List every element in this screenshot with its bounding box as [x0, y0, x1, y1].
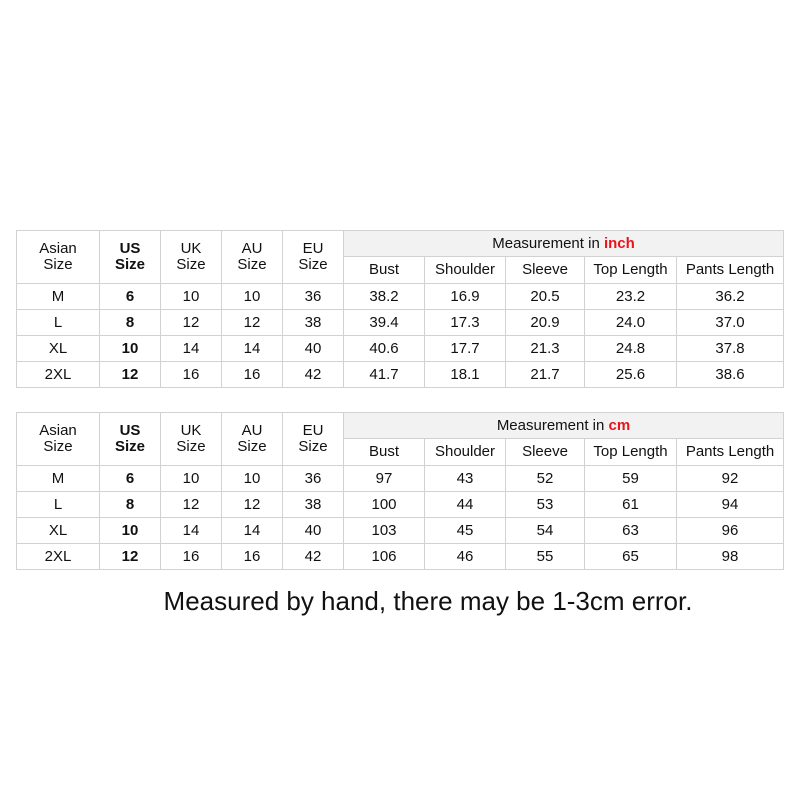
asian-size: XL: [17, 518, 100, 544]
uk-size: 14: [161, 336, 222, 362]
eu-size-header: EU Size: [283, 413, 344, 466]
uk-size: 12: [161, 492, 222, 518]
uk-size: 14: [161, 518, 222, 544]
uk-size-header: UK Size: [161, 413, 222, 466]
uk-size: 10: [161, 466, 222, 492]
bust-value: 39.4: [344, 310, 425, 336]
shoulder-value: 44: [425, 492, 506, 518]
us-size-header: US Size: [100, 231, 161, 284]
au-size: 16: [222, 544, 283, 570]
pants-length-value: 98: [677, 544, 784, 570]
table-row: [17, 336, 784, 362]
asian-size: M: [17, 284, 100, 310]
bust-header: Bust: [344, 439, 425, 466]
eu-size: 36: [283, 284, 344, 310]
sleeve-value: 20.5: [506, 284, 585, 310]
au-size-header: AU Size: [222, 231, 283, 284]
asian-size: L: [17, 492, 100, 518]
size-table-cm: [16, 412, 784, 570]
asian-size-header: Asian Size: [17, 413, 100, 466]
eu-size: 42: [283, 544, 344, 570]
shoulder-value: 16.9: [425, 284, 506, 310]
shoulder-value: 45: [425, 518, 506, 544]
bust-value: 40.6: [344, 336, 425, 362]
sleeve-value: 20.9: [506, 310, 585, 336]
asian-size-header: Asian Size: [17, 231, 100, 284]
asian-size: 2XL: [17, 362, 100, 388]
pants-length-value: 37.8: [677, 336, 784, 362]
top-length-value: 61: [585, 492, 677, 518]
shoulder-value: 17.3: [425, 310, 506, 336]
top-length-value: 23.2: [585, 284, 677, 310]
uk-size: 16: [161, 362, 222, 388]
eu-size: 40: [283, 336, 344, 362]
top-length-value: 24.0: [585, 310, 677, 336]
eu-size: 36: [283, 466, 344, 492]
sleeve-value: 54: [506, 518, 585, 544]
table-row: [17, 310, 784, 336]
au-size: 14: [222, 336, 283, 362]
top-length-value: 24.8: [585, 336, 677, 362]
top-length-header: Top Length: [585, 439, 677, 466]
eu-size: 38: [283, 310, 344, 336]
measurement-header: Measurement in cm: [344, 413, 784, 439]
au-size: 12: [222, 492, 283, 518]
asian-size: XL: [17, 336, 100, 362]
asian-size: 2XL: [17, 544, 100, 570]
uk-size-header: UK Size: [161, 231, 222, 284]
shoulder-value: 18.1: [425, 362, 506, 388]
bust-value: 106: [344, 544, 425, 570]
uk-size: 10: [161, 284, 222, 310]
bust-value: 97: [344, 466, 425, 492]
top-length-value: 59: [585, 466, 677, 492]
us-size: 12: [100, 362, 161, 388]
eu-size: 42: [283, 362, 344, 388]
us-size: 10: [100, 336, 161, 362]
us-size: 12: [100, 544, 161, 570]
asian-size: M: [17, 466, 100, 492]
pants-length-value: 37.0: [677, 310, 784, 336]
uk-size: 16: [161, 544, 222, 570]
au-size: 16: [222, 362, 283, 388]
bust-header: Bust: [344, 257, 425, 284]
unit-label: cm: [608, 416, 631, 434]
table-row: [17, 518, 784, 544]
us-size: 6: [100, 284, 161, 310]
pants-length-value: 92: [677, 466, 784, 492]
sleeve-value: 55: [506, 544, 585, 570]
eu-size: 40: [283, 518, 344, 544]
shoulder-value: 46: [425, 544, 506, 570]
pants-length-value: 94: [677, 492, 784, 518]
shoulder-header: Shoulder: [425, 257, 506, 284]
au-size: 10: [222, 284, 283, 310]
pants-length-value: 36.2: [677, 284, 784, 310]
au-size: 10: [222, 466, 283, 492]
us-size-header: US Size: [100, 413, 161, 466]
top-length-value: 63: [585, 518, 677, 544]
size-table-inch: [16, 230, 784, 388]
bust-value: 41.7: [344, 362, 425, 388]
sleeve-value: 21.3: [506, 336, 585, 362]
table-row: [17, 492, 784, 518]
pants-length-value: 96: [677, 518, 784, 544]
pants-length-value: 38.6: [677, 362, 784, 388]
table-row: [17, 544, 784, 570]
pants-length-header: Pants Length: [677, 439, 784, 466]
sleeve-header: Sleeve: [506, 257, 585, 284]
bust-value: 103: [344, 518, 425, 544]
table-row: [17, 362, 784, 388]
table-row: [17, 466, 784, 492]
top-length-value: 65: [585, 544, 677, 570]
top-length-value: 25.6: [585, 362, 677, 388]
uk-size: 12: [161, 310, 222, 336]
au-size: 12: [222, 310, 283, 336]
us-size: 8: [100, 492, 161, 518]
bust-value: 38.2: [344, 284, 425, 310]
au-size: 14: [222, 518, 283, 544]
us-size: 10: [100, 518, 161, 544]
measurement-note: Measured by hand, there may be 1-3cm error.: [163, 586, 693, 616]
sleeve-value: 53: [506, 492, 585, 518]
us-size: 8: [100, 310, 161, 336]
eu-size: 38: [283, 492, 344, 518]
pants-length-header: Pants Length: [677, 257, 784, 284]
shoulder-header: Shoulder: [425, 439, 506, 466]
bust-value: 100: [344, 492, 425, 518]
asian-size: L: [17, 310, 100, 336]
sleeve-header: Sleeve: [506, 439, 585, 466]
au-size-header: AU Size: [222, 413, 283, 466]
unit-label: inch: [603, 234, 635, 252]
top-length-header: Top Length: [585, 257, 677, 284]
measurement-header: Measurement in inch: [344, 231, 784, 257]
table-row: [17, 284, 784, 310]
shoulder-value: 17.7: [425, 336, 506, 362]
sleeve-value: 52: [506, 466, 585, 492]
eu-size-header: EU Size: [283, 231, 344, 284]
sleeve-value: 21.7: [506, 362, 585, 388]
us-size: 6: [100, 466, 161, 492]
shoulder-value: 43: [425, 466, 506, 492]
